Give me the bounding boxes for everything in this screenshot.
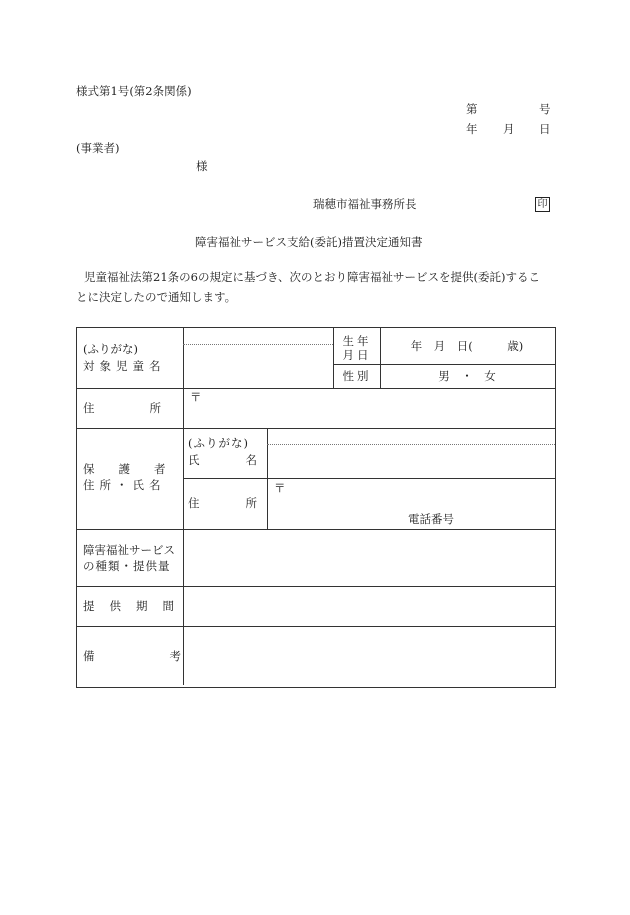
document-title: 障害福祉サービス支給(委託)措置決定通知書 xyxy=(195,235,423,249)
guardian-furigana-label: (ふりがな) xyxy=(188,436,249,450)
date-month-label: 月 xyxy=(503,122,515,136)
service-label-bottom: の種類・提供量 xyxy=(83,559,171,573)
divider-birth-value xyxy=(380,328,381,388)
date-day-label: 日 xyxy=(539,122,551,136)
label-column-divider xyxy=(183,328,184,685)
guardian-furigana-dotted-line xyxy=(267,444,555,445)
row-line-5 xyxy=(77,626,555,627)
number-label-dai: 第 xyxy=(466,102,478,116)
child-name-label: 対象児童名 xyxy=(83,359,166,373)
issuer-name: 瑞穂市福祉事務所長 xyxy=(313,197,417,211)
postal-mark: 〒 xyxy=(190,390,202,404)
seal-stamp: 印 xyxy=(535,197,550,212)
row-line-birth-sex xyxy=(333,364,555,365)
sex-label: 性別 xyxy=(342,369,372,383)
business-label: (事業者) xyxy=(76,141,120,155)
decision-form-table xyxy=(76,327,556,688)
birth-label-bottom: 月日 xyxy=(342,348,372,362)
service-label-top: 障害福祉サービス xyxy=(83,543,175,557)
row-line-3 xyxy=(77,529,555,530)
row-line-guardian-inner xyxy=(183,478,555,479)
row-line-1 xyxy=(77,388,555,389)
birth-date-value: 年 月 日( 歳) xyxy=(410,339,524,353)
furigana-dotted-line xyxy=(183,344,333,345)
sex-value: 男 ・ 女 xyxy=(438,369,496,383)
body-line-1: 児童福祉法第21条の6の規定に基づき、次のとおり障害福祉サービスを提供(委託)するこ xyxy=(84,270,540,284)
guardian-name-label: 氏名 xyxy=(188,453,303,467)
guardian-postal-mark: 〒 xyxy=(274,481,286,495)
number-label-go: 号 xyxy=(539,102,551,116)
child-furigana-label: (ふりがな) xyxy=(83,342,138,356)
remarks-label: 備考 xyxy=(83,649,256,663)
address-label: 住所 xyxy=(83,401,216,415)
service-period-label: 提供期間 xyxy=(83,599,189,613)
body-line-2: とに決定したので通知します。 xyxy=(76,290,237,304)
honorific-sama: 様 xyxy=(196,159,208,173)
guardian-address-label: 住所 xyxy=(188,496,303,510)
divider-birth-label xyxy=(333,328,334,388)
phone-number-label: 電話番号 xyxy=(408,512,454,526)
row-line-4 xyxy=(77,586,555,587)
guardian-label-bottom: 住所・氏名 xyxy=(83,478,166,492)
form-number: 様式第1号(第2条関係) xyxy=(76,84,192,98)
row-line-2 xyxy=(77,428,555,429)
date-year-label: 年 xyxy=(466,122,478,136)
guardian-label-top: 保護者 xyxy=(83,462,190,476)
birth-label-top: 生年 xyxy=(342,334,372,348)
